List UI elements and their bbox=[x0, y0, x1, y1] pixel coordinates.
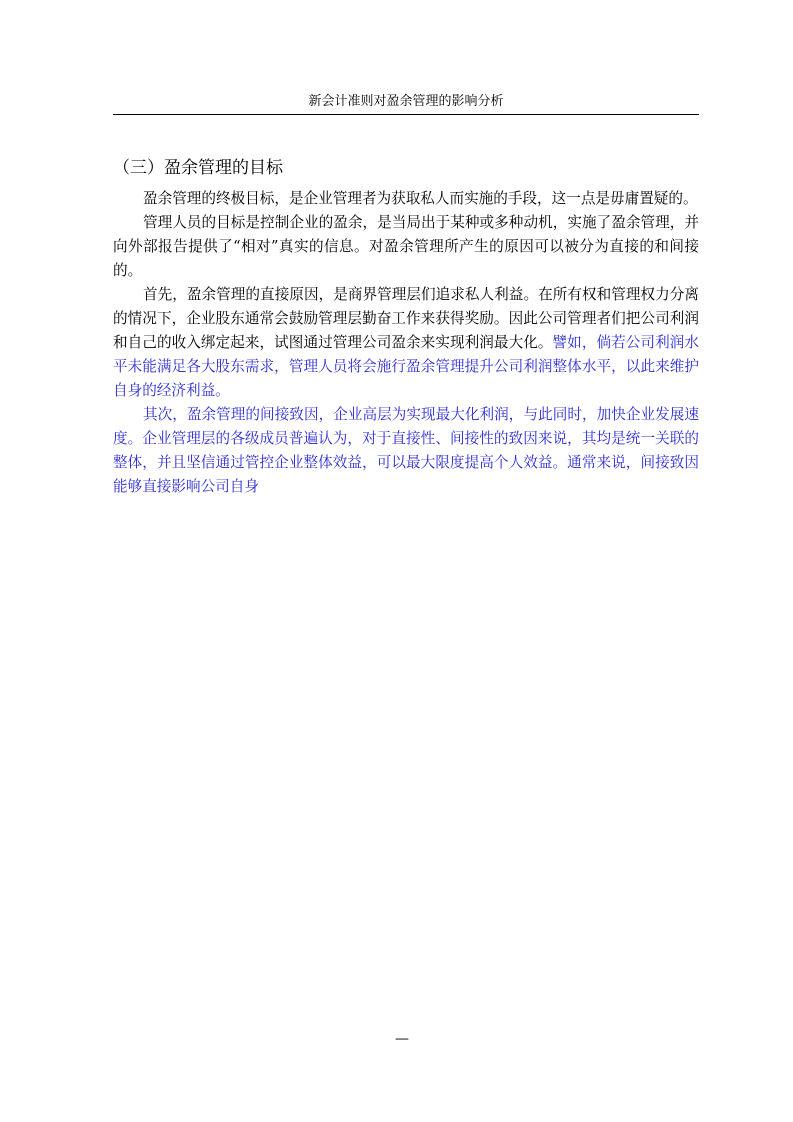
paragraph-3-text: 首先，盈余管理的直接原因，是商界管理层们追求私人利益。在所有权和管理权力分离的情况下，企业股东通常会鼓励管理层勤奋工作来获得奖励。因此公司管理者们把公司利润和自己的收入绑定起来，试图通过管理公司盈余来实现利润最大化。 bbox=[113, 286, 699, 351]
paragraph-1 bbox=[113, 187, 699, 211]
paragraph-3 bbox=[113, 283, 699, 403]
page-number: — bbox=[395, 1031, 409, 1047]
page-header-title: 新会计准则对盈余管理的影响分析 bbox=[308, 94, 504, 109]
header-divider bbox=[113, 114, 699, 115]
paragraph-2-text: 管理人员的目标是控制企业的盈余，是当局出于某种或多种动机，实施了盈余管理，并向外部报告提供了“相对”真实的信息。对盈余管理所产生的原因可以被分为直接的和间接的。 bbox=[113, 214, 699, 279]
paragraph-4-text: 其次，盈余管理的间接致因，企业高层为实现最大化利润，与此同时，加快企业发展速度。企业管理层的各级成员普遍认为，对于直接性、间接性的致因来说，其均是统一关联的整体，并且坚信通过管控企业整体效益，可以最大限度提高个人效益。通常来说，间接致因能够直接影响公司自身 bbox=[113, 406, 699, 495]
paragraph-3-highlight: 譬如，倘若公司利润水平未能满足各大股东需求，管理人员将会施行盈余管理提升公司利润整体水平，以此来维护自身的经济利益。 bbox=[113, 334, 699, 399]
body-text bbox=[113, 187, 699, 499]
paragraph-1-text: 盈余管理的终极目标，是企业管理者为获取私人而实施的手段，这一点是毋庸置疑的。 bbox=[143, 190, 698, 207]
section-heading: （三）盈余管理的目标 bbox=[113, 158, 283, 178]
paragraph-2 bbox=[113, 211, 699, 283]
paragraph-4 bbox=[113, 403, 699, 499]
